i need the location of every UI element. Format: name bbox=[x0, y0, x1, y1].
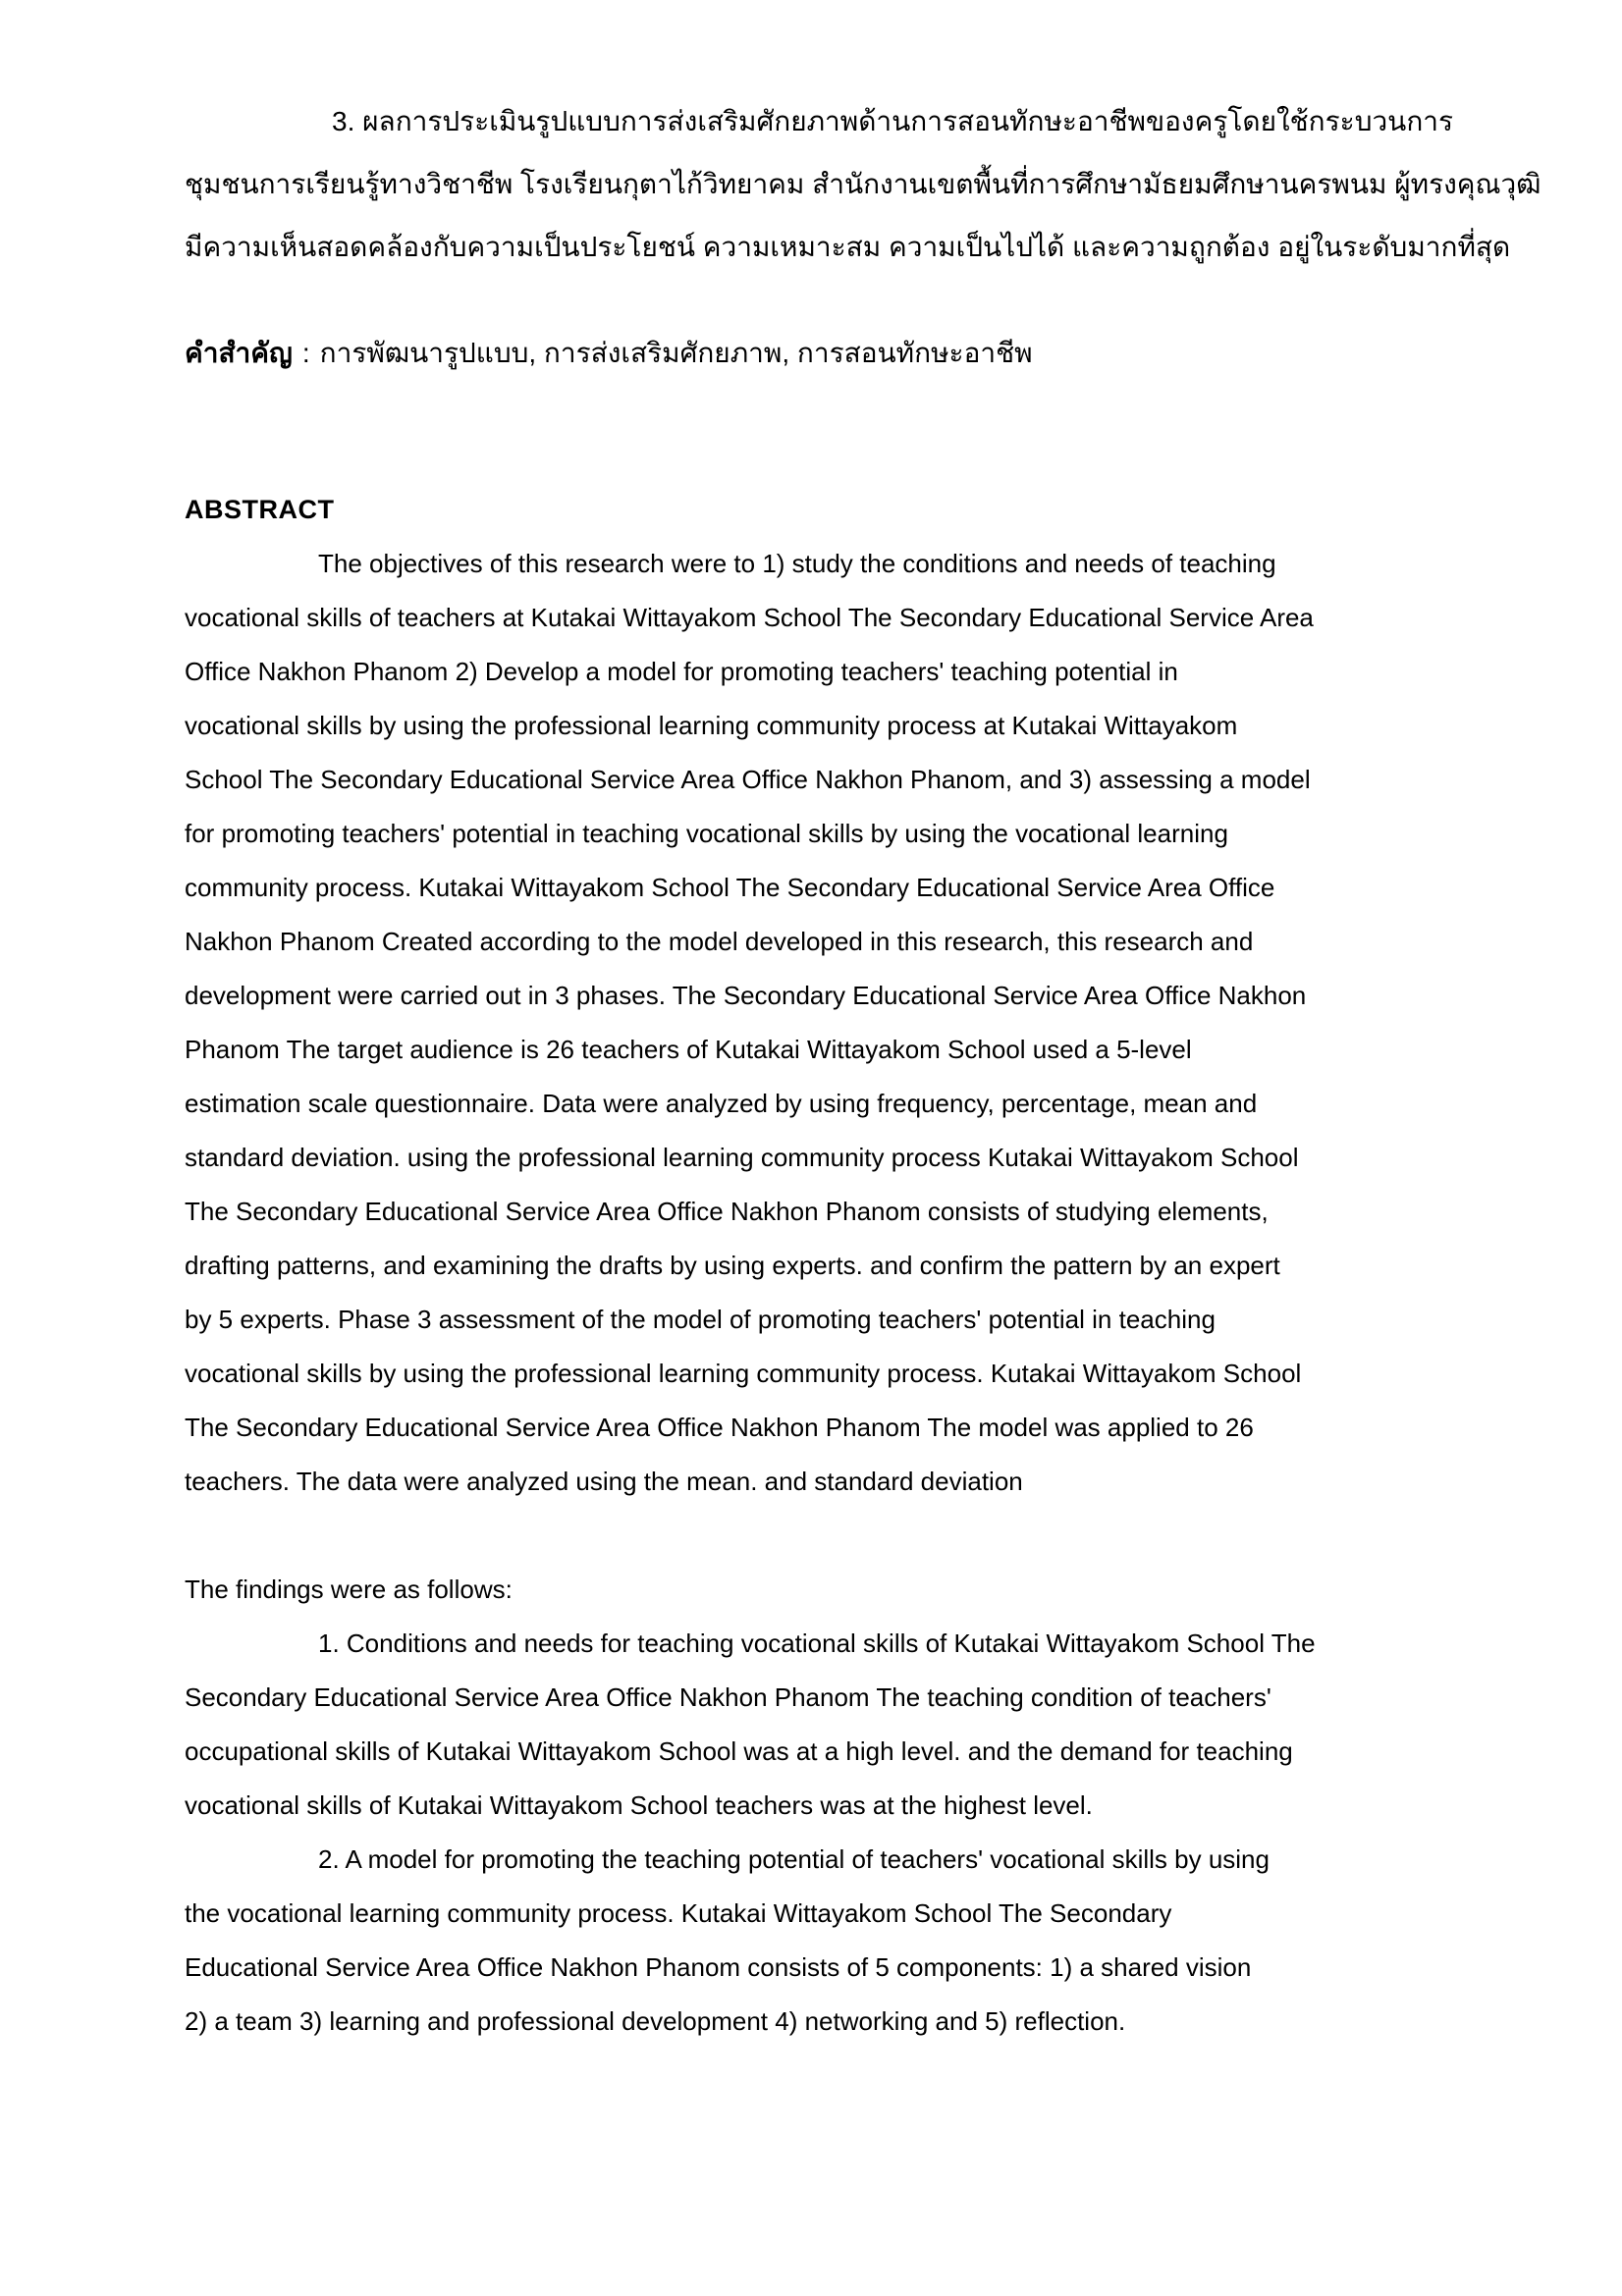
findings-intro: The findings were as follows: bbox=[185, 1575, 513, 1604]
findings-paragraph bbox=[185, 1617, 1475, 2049]
abstract-line: development were carried out in 3 phases. The Secondary Educational Service Area Office Nakhon bbox=[185, 981, 1307, 1010]
findings-line: 1. Conditions and needs for teaching vocational skills of Kutakai Wittayakom School The bbox=[318, 1629, 1316, 1658]
abstract-line: Office Nakhon Phanom 2) Develop a model for promoting teachers' teaching potential in bbox=[185, 657, 1178, 686]
findings-line: the vocational learning community process. Kutakai Wittayakom School The Secondary bbox=[185, 1898, 1172, 1928]
abstract-line: The objectives of this research were to 1) study the conditions and needs of teaching bbox=[318, 549, 1276, 578]
abstract-heading: ABSTRACT bbox=[185, 495, 335, 524]
abstract-line: estimation scale questionnaire. Data were analyzed by using frequency, percentage, mean and bbox=[185, 1089, 1258, 1118]
abstract-line: The Secondary Educational Service Area Office Nakhon Phanom The model was applied to 26 bbox=[185, 1413, 1254, 1442]
abstract-line: vocational skills by using the professional learning community process at Kutakai Wittayakom bbox=[185, 711, 1238, 740]
page-content bbox=[185, 90, 1541, 2049]
thai-title-line: 3. ผลการประเมินรูปแบบการส่งเสริมศักยภาพด้านการสอนทักษะอาชีพของครูโดยใช้กระบวนการ bbox=[332, 106, 1454, 136]
abstract-line: teachers. The data were analyzed using the mean. and standard deviation bbox=[185, 1467, 1023, 1496]
keywords-label: คำสำคัญ bbox=[185, 338, 293, 368]
findings-line: 2. A model for promoting the teaching potential of teachers' vocational skills by using bbox=[318, 1844, 1270, 1874]
abstract-line: vocational skills of teachers at Kutakai Wittayakom School The Secondary Educational Service Area bbox=[185, 603, 1314, 632]
abstract-line: School The Secondary Educational Service Area Office Nakhon Phanom, and 3) assessing a model bbox=[185, 765, 1311, 794]
keywords-value: การพัฒนารูปแบบ, การส่งเสริมศักยภาพ, การสอนทักษะอาชีพ bbox=[319, 338, 1033, 368]
thai-title-line: มีความเห็นสอดคล้องกับความเป็นประโยชน์ ความเหมาะสม ความเป็นไปได้ และความถูกต้อง อยู่ในระดับมากที่สุด bbox=[185, 232, 1511, 262]
findings-line: 2) a team 3) learning and professional development 4) networking and 5) reflection. bbox=[185, 2006, 1126, 2036]
findings-line: occupational skills of Kutakai Wittayakom School was at a high level. and the demand for teaching bbox=[185, 1736, 1293, 1766]
keywords-separator: : bbox=[301, 338, 310, 368]
abstract-line: Phanom The target audience is 26 teachers of Kutakai Wittayakom School used a 5-level bbox=[185, 1035, 1192, 1064]
abstract-paragraph bbox=[185, 537, 1475, 1509]
findings-line: Educational Service Area Office Nakhon Phanom consists of 5 components: 1) a shared vision bbox=[185, 1952, 1252, 1982]
abstract-line: drafting patterns, and examining the drafts by using experts. and confirm the pattern by an expert bbox=[185, 1251, 1280, 1280]
thai-title-line: ชุมชนการเรียนรู้ทางวิชาชีพ โรงเรียนกุตาไก้วิทยาคม สำนักงานเขตพื้นที่การศึกษามัธยมศึกษานครพนม ผู้ทรงคุณวุฒิ bbox=[185, 169, 1541, 199]
abstract-line: community process. Kutakai Wittayakom School The Secondary Educational Service Area Office bbox=[185, 873, 1275, 902]
abstract-line: by 5 experts. Phase 3 assessment of the model of promoting teachers' potential in teaching bbox=[185, 1305, 1216, 1334]
abstract-line: for promoting teachers' potential in teaching vocational skills by using the vocational learning bbox=[185, 819, 1228, 848]
abstract-line: vocational skills by using the professional learning community process. Kutakai Wittayakom School bbox=[185, 1359, 1302, 1388]
keywords-line bbox=[185, 322, 1475, 385]
thai-title bbox=[185, 90, 1541, 279]
findings-line: Secondary Educational Service Area Office Nakhon Phanom The teaching condition of teachers' bbox=[185, 1682, 1271, 1712]
findings-line: vocational skills of Kutakai Wittayakom School teachers was at the highest level. bbox=[185, 1790, 1093, 1820]
abstract-line: The Secondary Educational Service Area Office Nakhon Phanom consists of studying elements, bbox=[185, 1197, 1269, 1226]
abstract-line: standard deviation. using the professional learning community process Kutakai Wittayakom School bbox=[185, 1143, 1299, 1172]
abstract-line: Nakhon Phanom Created according to the model developed in this research, this research and bbox=[185, 927, 1254, 956]
